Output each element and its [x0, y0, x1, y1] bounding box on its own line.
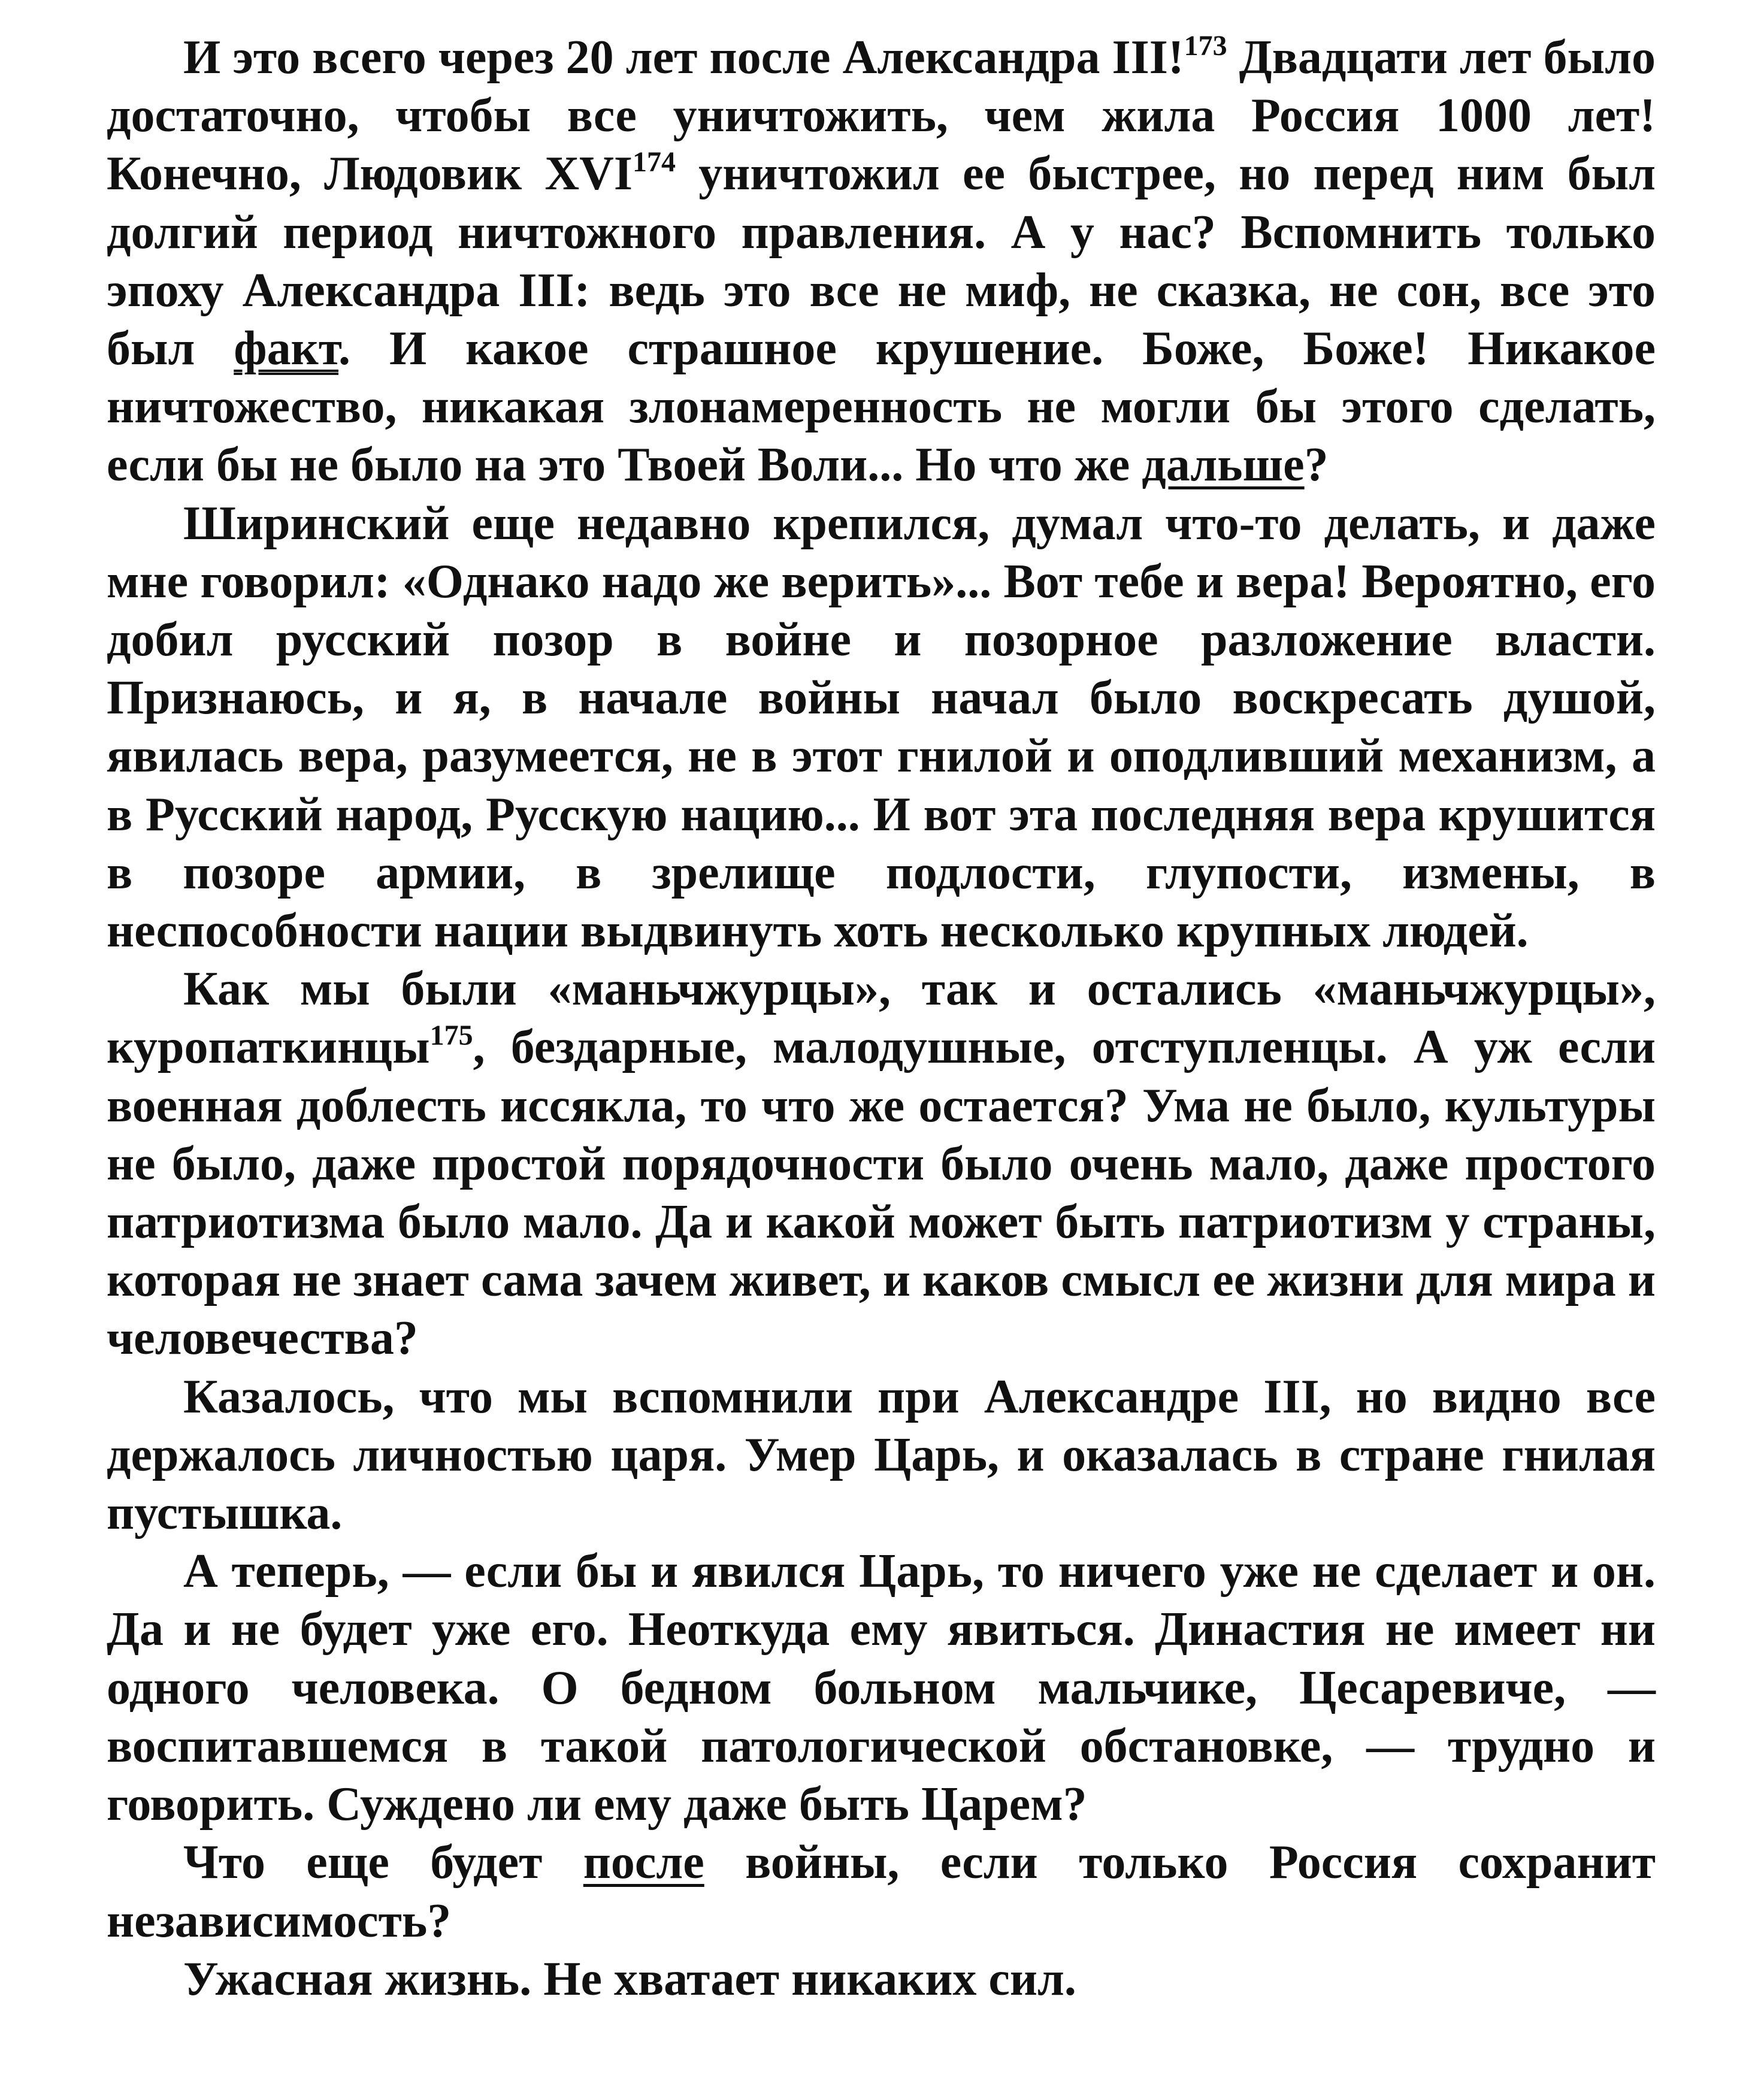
text-run: Ужасная жизнь. Не хватает никаких сил.: [183, 1952, 1076, 2006]
text-run: ?: [1304, 438, 1329, 492]
paragraph-6: [107, 1834, 1656, 1950]
text-run: А теперь, — если бы и явился Царь, то ничего уже не сделает и он. Да и не будет уже его. Неоткуда ему явиться. Династия не имеет ни одного человека. О бедном больном мальчике, Цесаревиче, — воспитавшемся в такой патологической обстановке, — трудно и говорить. Суждено ли ему даже быть Царем?: [107, 1545, 1656, 1831]
text-run: Казалось, что мы вспомнили при Александре III, но видно все держалось личностью царя. Умер Царь, и оказалась в стране гнилая пустышка.: [107, 1370, 1656, 1540]
text-run: Ширинский еще недавно крепился, думал что-то делать, и даже мне говорил: «Однако надо же верить»... Вот тебе и вера! Вероятно, его добил русский позор в войне и позорное разложение власти. Признаюсь, и я, в начале войны начал было воскресать душой, явилась вера, разумеется, не в этот гнилой и оподливший механизм, а в Русский народ, Русскую нацию... И вот эта последняя вера крушится в позоре армии, в зрелище подлости, глупости, измены, в неспособности нации выдвинуть хоть несколько крупных людей.: [107, 497, 1656, 958]
paragraph-5: [107, 1542, 1656, 1834]
text-run: . И какое страшное крушение. Боже, Боже! Никакое ничтожество, никакая злонамеренность не могли бы этого сделать, если бы не было на это Твоей Воли... Но что же: [107, 322, 1656, 492]
document-page: [107, 29, 1656, 2009]
underlined-text: после: [583, 1836, 704, 1889]
paragraph-3: [107, 960, 1656, 1368]
underlined-text: дальше: [1142, 438, 1305, 492]
footnote-reference: 174: [633, 146, 676, 179]
text-run: Как мы были «маньчжурцы», так и остались «маньчжурцы», куропаткинцы: [107, 963, 1656, 1074]
text-run: войны, если только Россия сохранит независимость?: [107, 1836, 1656, 1947]
emphasized-text: факт: [234, 322, 339, 376]
paragraph-7: [107, 1950, 1656, 2009]
text-run: И это всего через 20 лет после Александра III!: [183, 31, 1184, 84]
text-run: , бездарные, малодушные, отступленцы. А уж если военная доблесть иссякла, то что же остается? Ума не было, культуры не было, даже простой порядочности было очень мало, даже простого патриотизма было мало. Да и какой может быть патриотизм у страны, которая не знает сама зачем живет, и каков смысл ее жизни для мира и человечества?: [107, 1021, 1656, 1365]
paragraph-1: [107, 29, 1656, 495]
footnote-reference: 173: [1184, 30, 1227, 62]
text-run: уничтожил ее быстрее, но перед ним был долгий период ничтожного правления. А у нас? Вспомнить только эпоху Александра III: ведь это все не миф, не сказка, не сон, все это был: [107, 147, 1656, 376]
text-run: Что еще будет: [183, 1836, 583, 1889]
text-run: Двадцати лет было достаточно, чтобы все уничтожить, чем жила Россия 1000 лет! Конечно, Людовик XVI: [107, 31, 1656, 201]
paragraph-4: [107, 1368, 1656, 1543]
paragraph-2: [107, 495, 1656, 961]
footnote-reference: 175: [429, 1020, 473, 1052]
